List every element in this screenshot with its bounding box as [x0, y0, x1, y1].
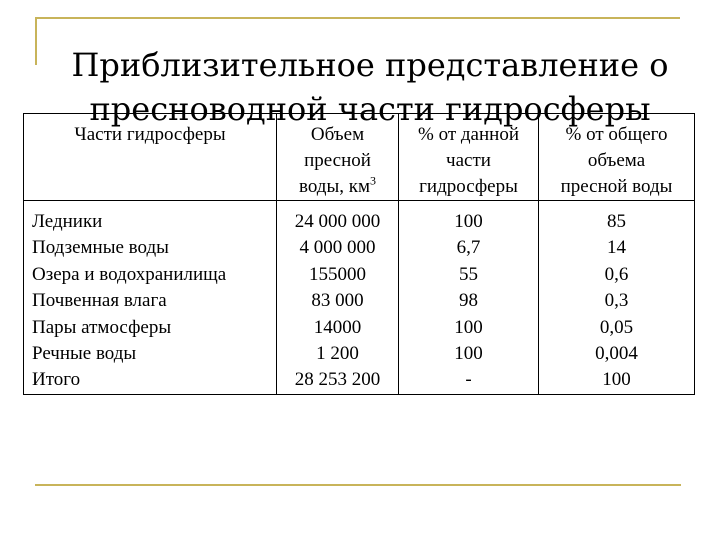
header-volume-superscript: 3: [369, 173, 376, 188]
table-cell: 100: [454, 342, 483, 364]
header-part-label: Части гидросферы: [74, 124, 226, 145]
header-pct-total-line-2: объема: [587, 150, 646, 171]
table-cell: 24 000 000: [294, 211, 381, 232]
table-cell: 55: [459, 263, 478, 285]
table-cell: 83 000: [311, 290, 364, 312]
title-line-2: пресноводной части гидросферы: [89, 90, 651, 129]
table-cell: Подземные воды: [32, 237, 169, 259]
table-cell: 85: [607, 211, 626, 232]
header-volume-line-2: пресной: [304, 150, 371, 171]
header-pct-part-line-1: % от данной: [418, 124, 519, 145]
table-cell: 155000: [309, 263, 366, 285]
table-cell: Почвенная влага: [32, 290, 167, 312]
header-part: [24, 114, 277, 201]
table-cell: 6,7: [456, 237, 481, 259]
table-cell: 100: [454, 211, 483, 232]
table-cell: 14: [607, 237, 626, 259]
left-decorative-rule: [35, 17, 37, 65]
header-pct-total: [539, 114, 695, 201]
header-volume: [277, 114, 399, 201]
header-pct-part: [399, 114, 539, 201]
table-cell: 1 200: [316, 342, 359, 364]
table-cell: Итого: [32, 369, 81, 391]
column-pct-total: [539, 201, 695, 395]
table-cell: Озера и водохранилища: [32, 263, 227, 285]
header-pct-part-line-3: гидросферы: [419, 176, 518, 197]
column-parts: [24, 201, 277, 395]
table-cell: 0,6: [604, 263, 629, 285]
table-cell: 4 000 000: [299, 237, 376, 259]
table-cell: 100: [602, 369, 631, 391]
table-cell: Речные воды: [32, 342, 137, 364]
table-cell: 14000: [313, 316, 362, 338]
table-cell: 100: [454, 316, 483, 338]
header-volume-unit: воды, км: [299, 176, 370, 197]
table-header-row: [24, 114, 695, 201]
table-cell: 0,3: [604, 290, 629, 312]
table-cell: 0,05: [599, 316, 634, 338]
header-pct-total-line-3: пресной воды: [560, 176, 673, 197]
bottom-decorative-rule: [35, 484, 681, 486]
header-volume-line-1: Объем: [310, 124, 365, 145]
header-pct-total-line-1: % от общего: [565, 124, 668, 145]
freshwater-table: [23, 113, 695, 395]
column-volume: [277, 201, 399, 395]
header-pct-part-line-2: части: [446, 150, 491, 171]
top-decorative-rule: [35, 17, 680, 19]
table-cell: Ледники: [32, 211, 103, 232]
table-cell: 28 253 200: [294, 369, 381, 391]
table-cell: 98: [459, 290, 478, 312]
header-volume-line-3: [277, 174, 398, 200]
table-body-row: [24, 201, 695, 395]
table-cell: -: [465, 369, 472, 391]
column-pct-part: [399, 201, 539, 395]
table-cell: 0,004: [595, 342, 638, 364]
title-line-1: Приблизительное представление о: [71, 46, 669, 85]
table-cell: Пары атмосферы: [32, 316, 172, 338]
